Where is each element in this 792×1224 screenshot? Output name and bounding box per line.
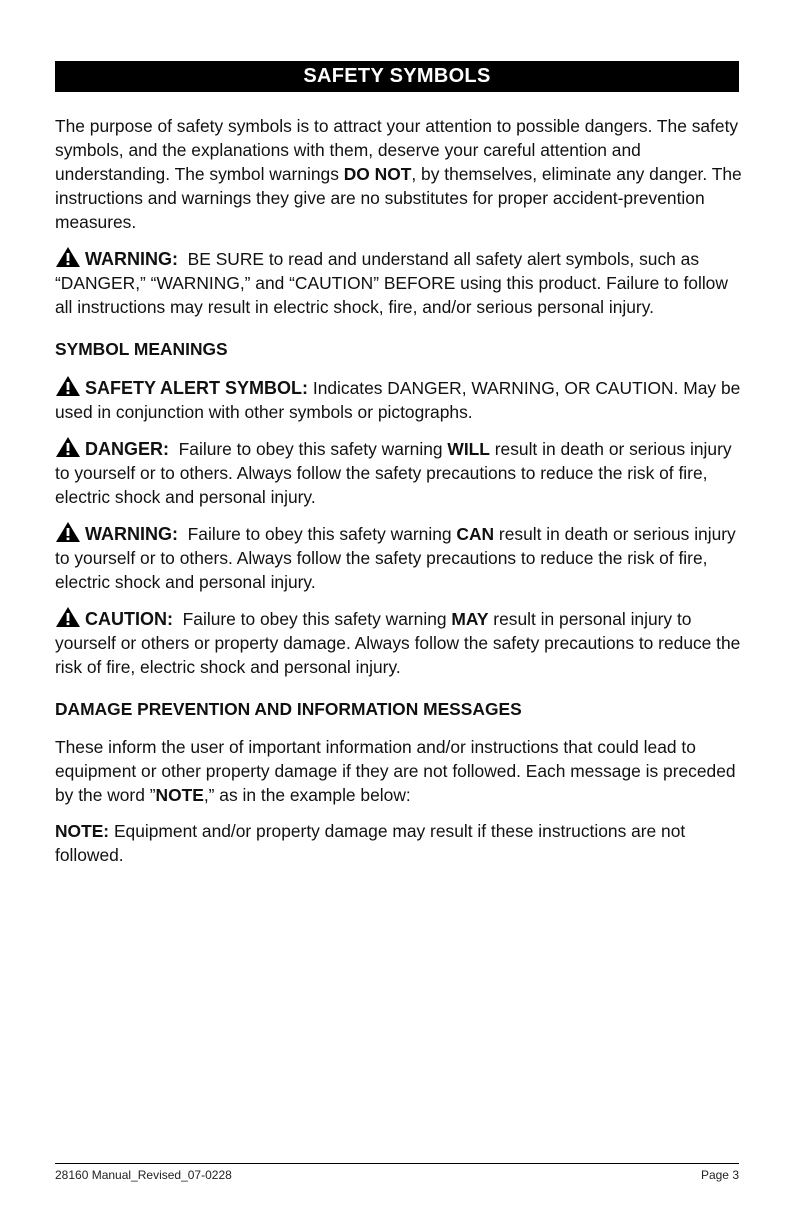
safety-alert-title: SAFETY ALERT SYMBOL: <box>85 378 309 398</box>
symbol-meanings-heading: SYMBOL MEANINGS <box>55 339 228 359</box>
warning-triangle-icon <box>55 246 81 268</box>
page-footer <box>55 1167 739 1183</box>
caution-title: CAUTION: <box>85 609 173 629</box>
caution-entry: CAUTION: Failure to obey this safety warning MAY result in personal injury to yourself or others or property damage. Always follow the safety precautions to reduce the risk of fire, electric shock and personal injury. <box>55 606 745 679</box>
warning-triangle-icon <box>55 606 81 628</box>
warning-triangle-icon <box>55 521 81 543</box>
note-label: NOTE: <box>55 821 110 841</box>
top-warning <box>55 246 745 319</box>
damage-prevention-heading: DAMAGE PREVENTION AND INFORMATION MESSAGES <box>55 699 522 719</box>
danger-entry: DANGER: Failure to obey this safety warning WILL result in death or serious injury to yourself or to others. Always follow the safety precautions to reduce the risk of fire, electric shock and personal injury. <box>55 436 745 509</box>
danger-emphasis: WILL <box>447 439 490 459</box>
safety-alert-entry <box>55 375 745 424</box>
intro-emphasis: DO NOT <box>343 164 412 184</box>
note-example <box>55 819 745 867</box>
footer-page-number: Page 3 <box>700 1168 739 1182</box>
warning-triangle-icon <box>55 436 81 458</box>
footer-doc-id: 28160 Manual_Revised_07-0228 <box>55 1168 232 1182</box>
warning-title: WARNING: <box>85 524 178 544</box>
page-title-banner <box>55 61 739 92</box>
danger-title: DANGER: <box>85 439 169 459</box>
page-title: SAFETY SYMBOLS <box>303 65 491 87</box>
damage-prevention-paragraph: These inform the user of important information and/or instructions that could lead to equipment or other property damage if they are not followed. Each message is preceded by the word ”NOTE,” as in the example below: <box>55 737 736 805</box>
warning-emphasis: CAN <box>456 524 495 544</box>
main-content <box>55 114 745 879</box>
footer-divider <box>55 1163 739 1164</box>
intro-paragraph: The purpose of safety symbols is to attract your attention to possible dangers. The safety symbols, and the explanations with them, deserve your careful attention and understanding. The symbol warnings DO NOT, by themselves, eliminate any danger. The instructions and warnings they give are no substitutes for proper accident-prevention measures. <box>55 116 742 232</box>
note-emphasis: NOTE <box>155 785 204 805</box>
note-text: Equipment and/or property damage may result if these instructions are not followed. <box>55 821 686 865</box>
top-warning-text: BE SURE to read and understand all safety alert symbols, such as “DANGER,” “WARNING,” and “CAUTION” BEFORE using this product. Failure to follow all instructions may result in electric shock, fire, and/or serious personal injury. <box>55 249 728 317</box>
top-warning-title: WARNING: <box>85 249 178 269</box>
warning-entry: WARNING: Failure to obey this safety warning CAN result in death or serious injury to yourself or to others. Always follow the safety precautions to reduce the risk of fire, electric shock and personal injury. <box>55 521 745 594</box>
warning-triangle-icon <box>55 375 81 397</box>
safety-alert-text: Indicates DANGER, WARNING, OR CAUTION. May be used in conjunction with other symbols or pictographs. <box>55 378 741 422</box>
caution-emphasis: MAY <box>451 609 489 629</box>
